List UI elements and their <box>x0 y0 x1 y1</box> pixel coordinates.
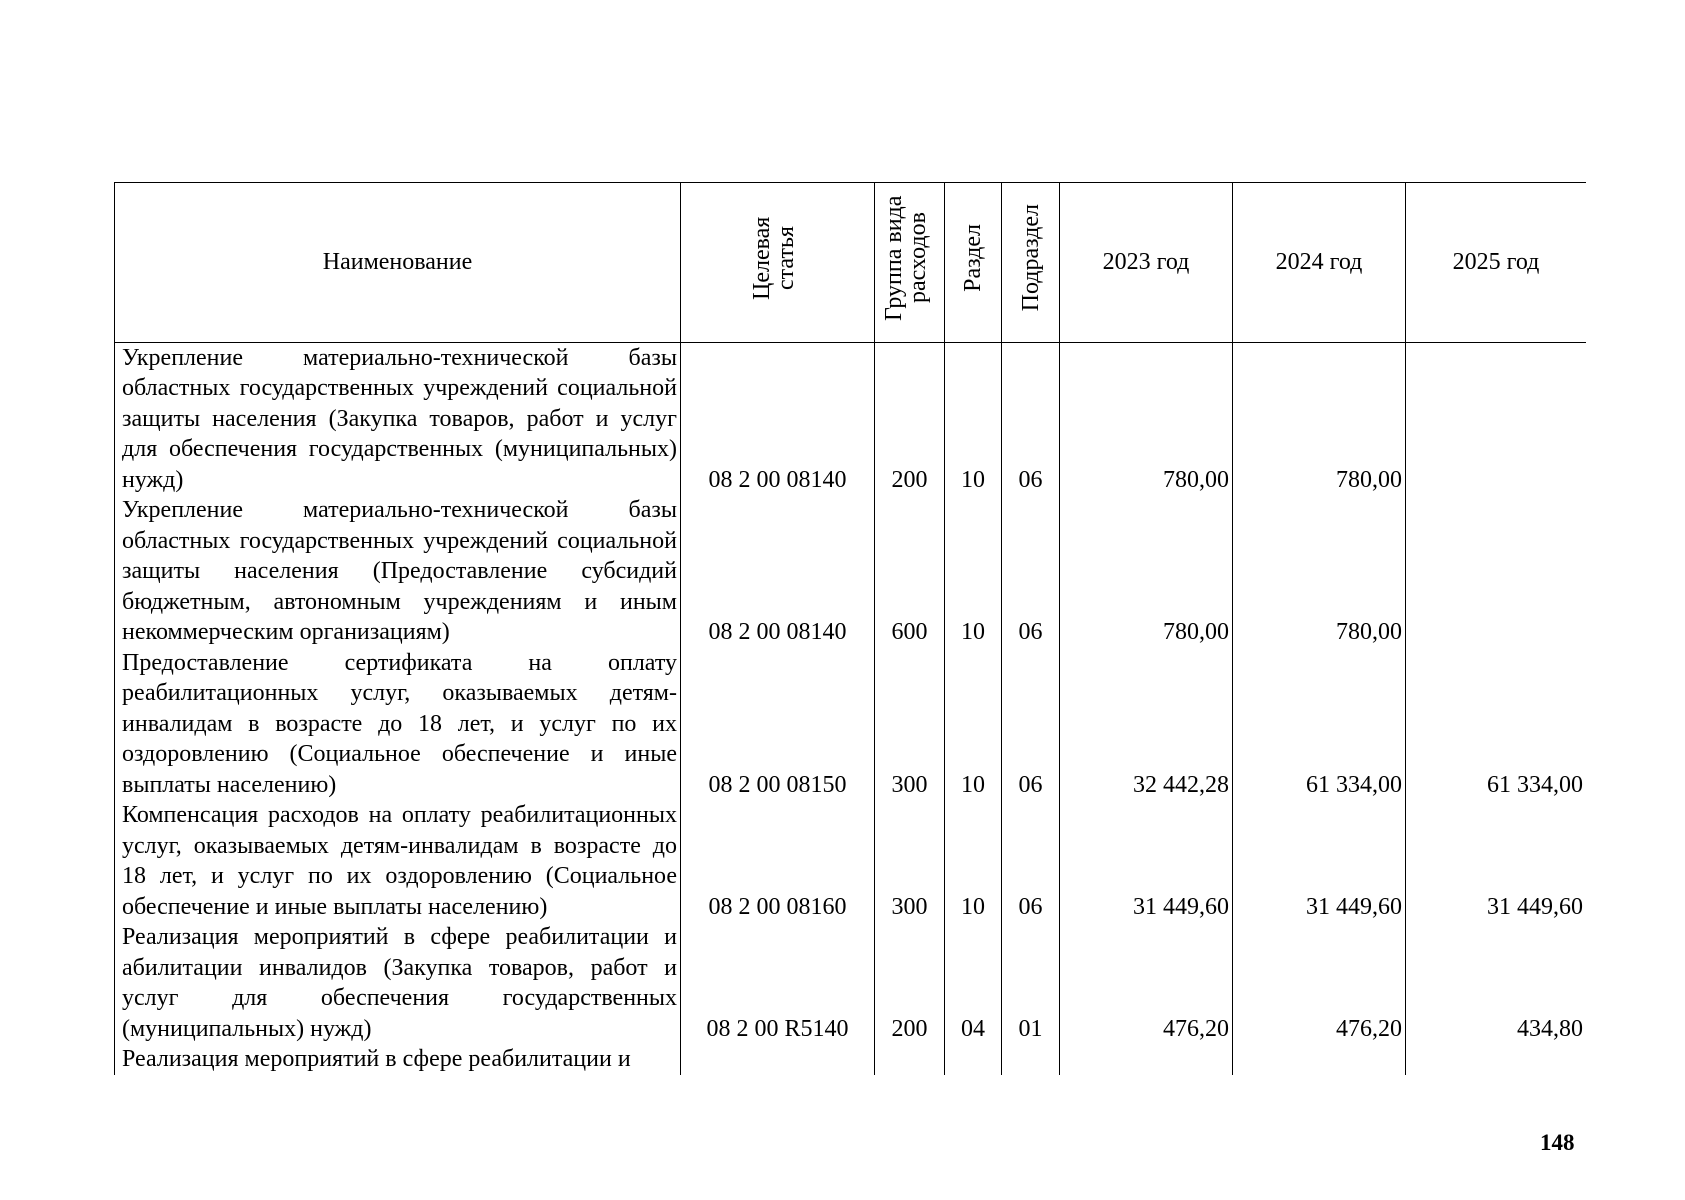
cell-expense-group: 200 <box>875 342 945 495</box>
table-row <box>115 800 1587 922</box>
cell-section <box>945 1044 1002 1075</box>
cell-2025 <box>1406 495 1587 648</box>
cell-name: Реализация мероприятий в сфере реабилитации и абилитации инвалидов (Закупка товаров, работ и услуг для обеспечения государственных (муниципальных) нужд) <box>115 922 681 1044</box>
cell-target-article: 08 2 00 08160 <box>681 800 875 922</box>
cell-section: 10 <box>945 800 1002 922</box>
cell-target-article: 08 2 00 08140 <box>681 342 875 495</box>
header-name: Наименование <box>115 183 681 343</box>
table-row <box>115 922 1587 1044</box>
cell-subsection: 06 <box>1002 495 1060 648</box>
cell-2025 <box>1406 1044 1587 1075</box>
cell-expense-group: 300 <box>875 800 945 922</box>
cell-name: Укрепление материально-технической базы областных государственных учреждений социальной защиты населения (Закупка товаров, работ и услуг для обеспечения государственных (муниципальных) нужд) <box>115 342 681 495</box>
table-row <box>115 342 1587 495</box>
budget-table-container <box>114 182 1586 1105</box>
page-number: 148 <box>1540 1130 1575 1155</box>
header-expense-group: Группа вида расходов <box>875 183 945 343</box>
cell-2023 <box>1060 1044 1233 1075</box>
cell-2025: 61 334,00 <box>1406 648 1587 801</box>
cell-2024: 780,00 <box>1233 342 1406 495</box>
cell-subsection: 06 <box>1002 342 1060 495</box>
header-target-article: Целевая статья <box>681 183 875 343</box>
header-section: Раздел <box>945 183 1002 343</box>
cell-expense-group <box>875 1044 945 1075</box>
table-row <box>115 1044 1587 1075</box>
header-2024: 2024 год <box>1233 183 1406 343</box>
cell-name: Реализация мероприятий в сфере реабилитации и <box>115 1044 681 1075</box>
table-row <box>115 648 1587 801</box>
cell-subsection: 06 <box>1002 800 1060 922</box>
cell-target-article <box>681 1044 875 1075</box>
cell-target-article: 08 2 00 08140 <box>681 495 875 648</box>
cell-name: Компенсация расходов на оплату реабилитационных услуг, оказываемых детям-инвалидам в возрасте до 18 лет, и услуг по их оздоровлению (Социальное обеспечение и иные выплаты населению) <box>115 800 681 922</box>
cell-target-article: 08 2 00 R5140 <box>681 922 875 1044</box>
cell-section: 10 <box>945 648 1002 801</box>
cell-2023: 32 442,28 <box>1060 648 1233 801</box>
header-subsection: Подраздел <box>1002 183 1060 343</box>
cell-subsection: 06 <box>1002 648 1060 801</box>
cell-2024: 780,00 <box>1233 495 1406 648</box>
cell-subsection <box>1002 1044 1060 1075</box>
header-2023: 2023 год <box>1060 183 1233 343</box>
cell-2025 <box>1406 342 1587 495</box>
cell-expense-group: 300 <box>875 648 945 801</box>
cell-section: 04 <box>945 922 1002 1044</box>
cell-2024: 61 334,00 <box>1233 648 1406 801</box>
header-2025: 2025 год <box>1406 183 1587 343</box>
cell-2023: 31 449,60 <box>1060 800 1233 922</box>
header-row <box>115 183 1587 343</box>
table-row <box>115 495 1587 648</box>
cell-2023: 476,20 <box>1060 922 1233 1044</box>
cell-2024: 476,20 <box>1233 922 1406 1044</box>
budget-table <box>114 182 1586 1075</box>
cell-subsection: 01 <box>1002 922 1060 1044</box>
cell-2024 <box>1233 1044 1406 1075</box>
cell-expense-group: 600 <box>875 495 945 648</box>
cell-2024: 31 449,60 <box>1233 800 1406 922</box>
cell-section: 10 <box>945 342 1002 495</box>
cell-2025: 434,80 <box>1406 922 1587 1044</box>
cell-2023: 780,00 <box>1060 495 1233 648</box>
cell-name: Предоставление сертификата на оплату реабилитационных услуг, оказываемых детям-инвалидам в возрасте до 18 лет, и услуг по их оздоровлению (Социальное обеспечение и иные выплаты населению) <box>115 648 681 801</box>
cell-expense-group: 200 <box>875 922 945 1044</box>
cell-2025: 31 449,60 <box>1406 800 1587 922</box>
cell-section: 10 <box>945 495 1002 648</box>
cell-target-article: 08 2 00 08150 <box>681 648 875 801</box>
cell-name: Укрепление материально-технической базы областных государственных учреждений социальной защиты населения (Предоставление субсидий бюджетным, автономным учреждениям и иным некоммерческим организациям) <box>115 495 681 648</box>
cell-2023: 780,00 <box>1060 342 1233 495</box>
